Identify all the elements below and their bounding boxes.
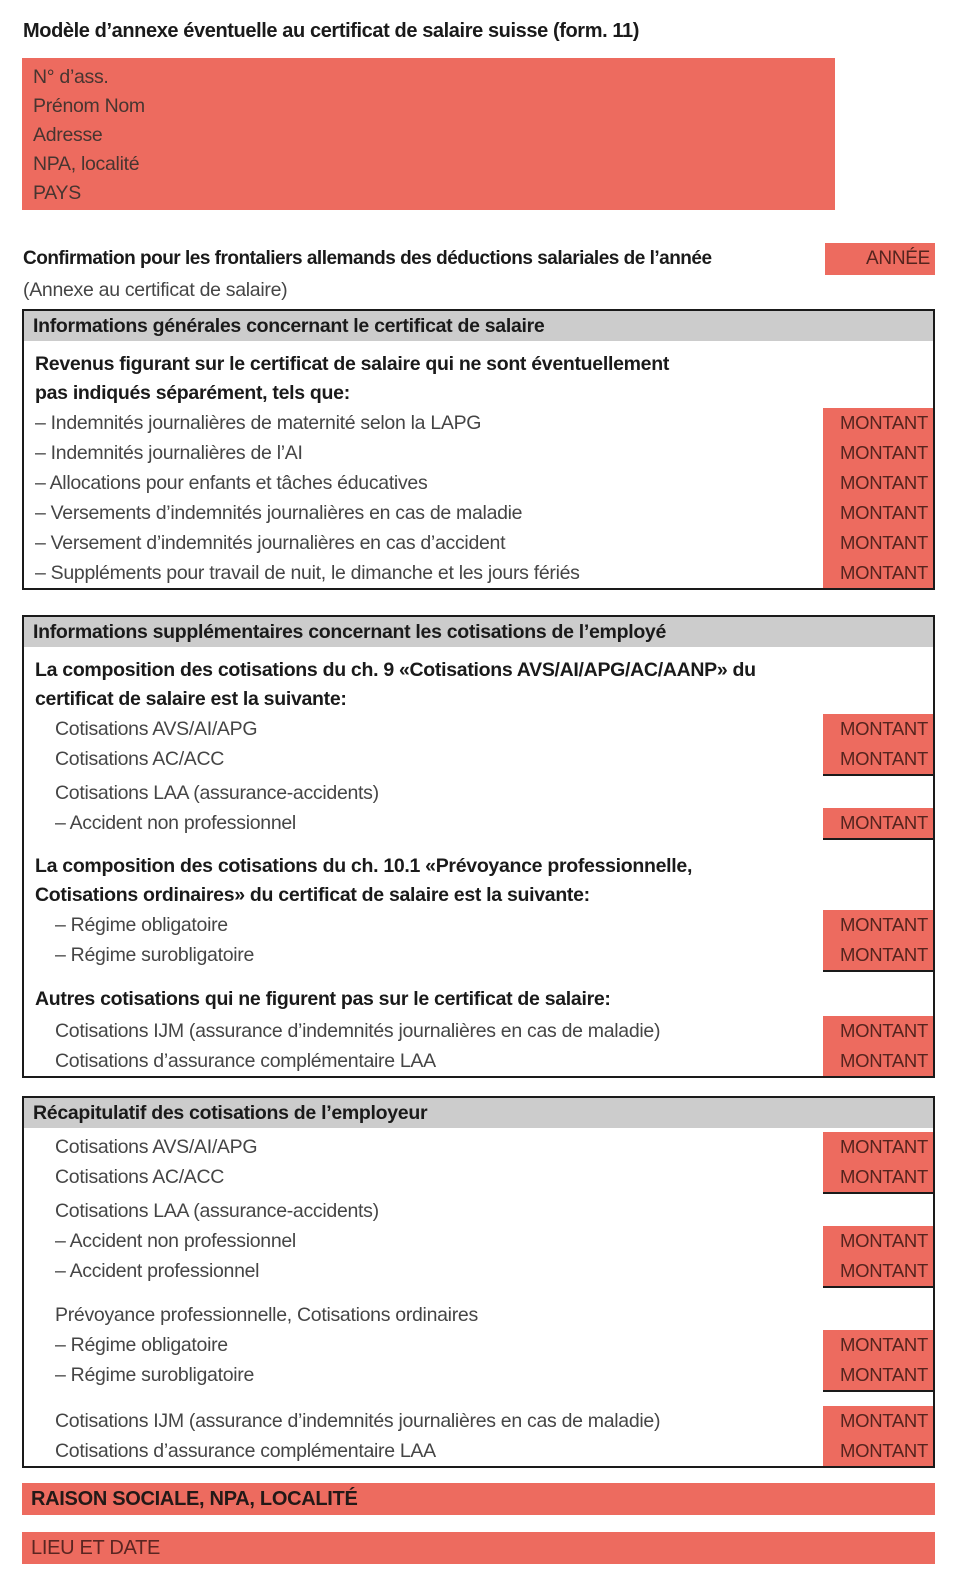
amount-placeholder: MONTANT (823, 714, 933, 744)
amount-placeholder: MONTANT (823, 910, 933, 940)
intro-line: Autres cotisations qui ne figurent pas sur le certificat de salaire: (35, 988, 611, 1010)
form-row (24, 1016, 933, 1046)
amount-placeholder: MONTANT (823, 1330, 933, 1360)
amount-placeholder: MONTANT (823, 528, 933, 558)
row-label: Cotisations AVS/AI/APG (55, 1136, 258, 1158)
row-label: – Suppléments pour travail de nuit, le dimanche et les jours fériés (35, 562, 580, 584)
amount-placeholder: MONTANT (823, 808, 933, 840)
row-label: – Allocations pour enfants et tâches éducatives (35, 472, 428, 494)
intro-line: certificat de salaire est la suivante: (35, 688, 347, 710)
form-row (24, 1330, 933, 1360)
confirmation-subtitle: (Annexe au certificat de salaire) (23, 279, 288, 301)
row-label: Cotisations IJM (assurance d’indemnités journalières en cas de maladie) (55, 1020, 661, 1042)
form-row (24, 1436, 933, 1466)
section-general-information (22, 309, 935, 590)
form-row (24, 528, 933, 558)
row-label: – Accident professionnel (55, 1260, 260, 1282)
amount-placeholder: MONTANT (823, 468, 933, 498)
section-header: Informations générales concernant le certificat de salaire (24, 311, 933, 341)
form-row (24, 1196, 933, 1226)
intro-line: pas indiqués séparément, tels que: (35, 382, 350, 404)
row-label: – Indemnités journalières de maternité selon la LAPG (35, 412, 482, 434)
confirmation-row (23, 243, 935, 275)
amount-placeholder: MONTANT (823, 438, 933, 468)
form-row (24, 438, 933, 468)
form-row (24, 808, 933, 840)
confirmation-title: Confirmation pour les frontaliers allemands des déductions salariales de l’année (23, 248, 712, 269)
address-line-name: Prénom Nom (33, 95, 145, 117)
row-label: Prévoyance professionnelle, Cotisations ordinaires (55, 1304, 478, 1326)
year-placeholder: ANNÉE (825, 243, 935, 275)
row-label: Cotisations IJM (assurance d’indemnités journalières en cas de maladie) (55, 1410, 661, 1432)
form-row (24, 744, 933, 776)
row-label: – Versements d’indemnités journalières en cas de maladie (35, 502, 523, 524)
form-row (24, 1360, 933, 1392)
intro-line: La composition des cotisations du ch. 9 «Cotisations AVS/AI/APG/AC/AANP» du (35, 659, 756, 681)
form-row (24, 1406, 933, 1436)
row-label: – Accident non professionnel (55, 812, 296, 834)
address-line-city: NPA, localité (33, 153, 140, 175)
form-row (24, 1226, 933, 1256)
section-header: Informations supplémentaires concernant les cotisations de l’employé (24, 617, 933, 647)
row-label: – Régime surobligatoire (55, 1364, 255, 1386)
address-line-street: Adresse (33, 124, 103, 146)
form-row (24, 1132, 933, 1162)
row-label: Cotisations AC/ACC (55, 1166, 225, 1188)
section-intro (24, 350, 933, 408)
form-row (24, 498, 933, 528)
amount-placeholder: MONTANT (823, 1256, 933, 1288)
form-row (24, 468, 933, 498)
document-title: Modèle d’annexe éventuelle au certificat de salaire suisse (form. 11) (23, 20, 639, 42)
intro-line: La composition des cotisations du ch. 10.1 «Prévoyance professionnelle, (35, 855, 693, 877)
amount-placeholder: MONTANT (823, 498, 933, 528)
form-row (24, 1300, 933, 1330)
amount-placeholder: MONTANT (823, 1132, 933, 1162)
row-label: Cotisations d’assurance complémentaire LAA (55, 1050, 436, 1072)
intro-line: Cotisations ordinaires» du certificat de salaire est la suivante: (35, 884, 590, 906)
section-intro (24, 656, 933, 714)
amount-placeholder: MONTANT (823, 1162, 933, 1194)
section-intro (24, 852, 933, 910)
section-intro (24, 985, 933, 1014)
address-line-insurance-number: N° d’ass. (33, 66, 109, 88)
row-label: – Versement d’indemnités journalières en cas d’accident (35, 532, 506, 554)
row-label: – Indemnités journalières de l’AI (35, 442, 303, 464)
section-employee-contributions (22, 615, 935, 1078)
section-employer-contributions (22, 1096, 935, 1468)
amount-placeholder: MONTANT (823, 558, 933, 588)
row-label: Cotisations LAA (assurance-accidents) (55, 782, 379, 804)
amount-placeholder: MONTANT (823, 1016, 933, 1046)
company-placeholder-bar: RAISON SOCIALE, NPA, LOCALITÉ (22, 1483, 935, 1515)
address-placeholder-box (22, 58, 835, 210)
form-row (24, 1162, 933, 1194)
section-header: Récapitulatif des cotisations de l’employeur (24, 1098, 933, 1128)
place-date-placeholder-bar: LIEU ET DATE (22, 1532, 935, 1564)
amount-placeholder: MONTANT (823, 1046, 933, 1076)
form-row (24, 1046, 933, 1076)
row-label: Cotisations AC/ACC (55, 748, 225, 770)
row-label: Cotisations d’assurance complémentaire LAA (55, 1440, 436, 1462)
intro-line: Revenus figurant sur le certificat de salaire qui ne sont éventuellement (35, 353, 670, 375)
form-row (24, 940, 933, 972)
row-label: – Accident non professionnel (55, 1230, 296, 1252)
amount-placeholder: MONTANT (823, 1406, 933, 1436)
amount-placeholder: MONTANT (823, 1360, 933, 1392)
address-line-country: PAYS (33, 182, 81, 204)
form-row (24, 1256, 933, 1288)
amount-placeholder: MONTANT (823, 1436, 933, 1466)
form-row (24, 558, 933, 588)
amount-placeholder: MONTANT (823, 744, 933, 776)
amount-placeholder: MONTANT (823, 408, 933, 438)
row-label: Cotisations LAA (assurance-accidents) (55, 1200, 379, 1222)
amount-placeholder: MONTANT (823, 1226, 933, 1256)
row-label: – Régime obligatoire (55, 914, 228, 936)
row-label: Cotisations AVS/AI/APG (55, 718, 258, 740)
form-row (24, 910, 933, 940)
form-row (24, 714, 933, 744)
amount-placeholder: MONTANT (823, 940, 933, 972)
row-label: – Régime surobligatoire (55, 944, 255, 966)
row-label: – Régime obligatoire (55, 1334, 228, 1356)
form-row (24, 778, 933, 808)
form-row (24, 408, 933, 438)
